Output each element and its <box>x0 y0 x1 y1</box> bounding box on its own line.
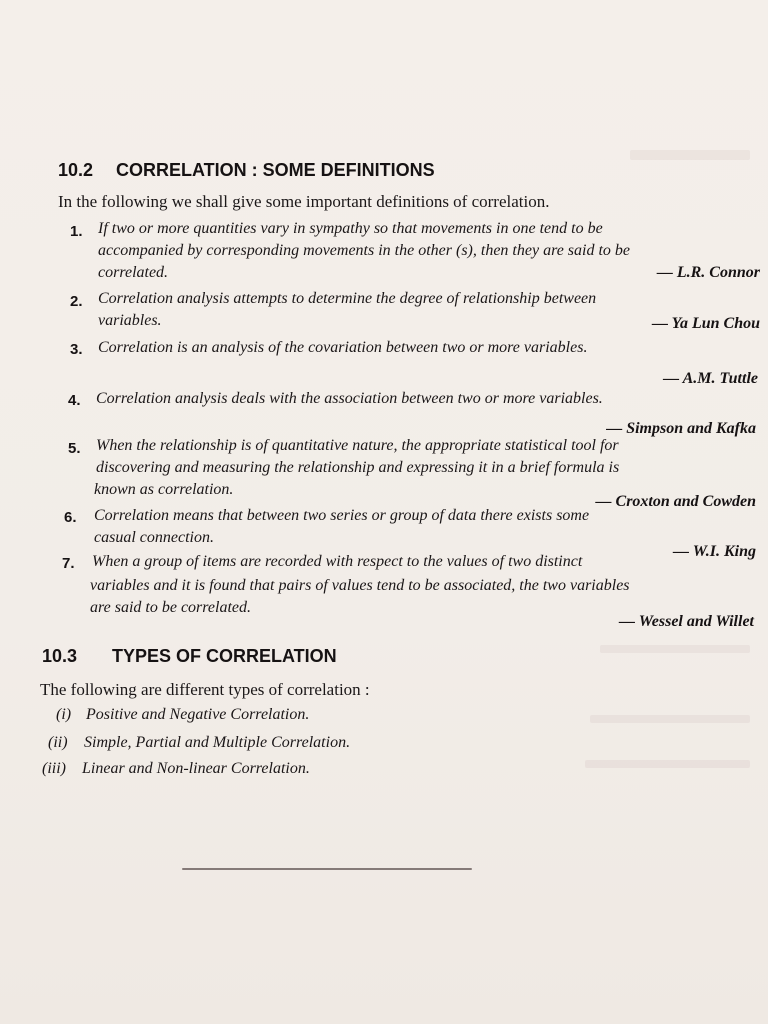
definition-line: Correlation analysis attempts to determine the degree of relationship between <box>98 290 597 307</box>
section-heading-10-2 <box>58 160 435 181</box>
definition-number: 6. <box>64 509 77 526</box>
type-label: Positive and Negative Correlation. <box>86 706 310 723</box>
definition-line: Correlation analysis deals with the association between two or more variables. <box>96 390 603 407</box>
definition-line: variables. <box>98 312 162 329</box>
type-label: Simple, Partial and Multiple Correlation. <box>84 734 351 751</box>
definition-number: 5. <box>68 440 81 457</box>
type-label: Linear and Non-linear Correlation. <box>82 760 310 777</box>
type-number: (i) <box>56 706 72 723</box>
section-number: 10.2 <box>58 160 94 180</box>
page-divider-line <box>182 868 472 870</box>
definition-line: discovering and measuring the relationship and expressing it in a brief formula is <box>96 459 620 476</box>
definition-number: 4. <box>68 392 81 409</box>
definition-author: — A.M. Tuttle <box>663 370 758 387</box>
definition-author: — L.R. Connor <box>656 264 760 281</box>
section-intro: In the following we shall give some important definitions of correlation. <box>58 192 550 211</box>
bleed-through-mark <box>600 645 750 653</box>
definition-line: When the relationship is of quantitative nature, the appropriate statistical tool for <box>96 437 619 454</box>
type-number: (iii) <box>42 760 66 777</box>
definition-line: When a group of items are recorded with respect to the values of two distinct <box>92 553 583 570</box>
definition-line: are said to be correlated. <box>90 599 252 616</box>
definition-line: Correlation is an analysis of the covariation between two or more variables. <box>98 339 588 356</box>
definition-number: 2. <box>70 293 83 310</box>
definition-line: Correlation means that between two series or group of data there exists some <box>94 507 590 524</box>
definition-number: 1. <box>70 223 83 240</box>
definition-line: correlated. <box>98 264 169 281</box>
definition-line: casual connection. <box>94 529 214 546</box>
section-intro: The following are different types of correlation : <box>40 680 370 699</box>
definition-author: — Croxton and Cowden <box>595 493 756 510</box>
section-title: CORRELATION : SOME DEFINITIONS <box>116 160 435 180</box>
bleed-through-mark <box>585 760 750 768</box>
definition-author: — Simpson and Kafka <box>606 420 756 437</box>
section-heading-10-3 <box>42 646 337 667</box>
section-title: TYPES OF CORRELATION <box>112 646 337 666</box>
bleed-through-mark <box>630 150 750 160</box>
definition-number: 3. <box>70 341 83 358</box>
definition-line: If two or more quantities vary in sympathy so that movements in one tend to be <box>98 220 603 237</box>
definition-author: — Wessel and Willet <box>619 613 754 630</box>
definition-line: variables and it is found that pairs of values tend to be associated, the two variables <box>90 577 630 594</box>
section-number: 10.3 <box>42 646 78 666</box>
definition-author: — W.I. King <box>673 543 756 560</box>
bleed-through-mark <box>590 715 750 723</box>
type-number: (ii) <box>48 734 68 751</box>
definition-line: known as correlation. <box>94 481 234 498</box>
definition-author: — Ya Lun Chou <box>651 315 760 332</box>
definition-number: 7. <box>62 555 75 572</box>
definition-line: accompanied by corresponding movements in the other (s), then they are said to be <box>98 242 631 259</box>
